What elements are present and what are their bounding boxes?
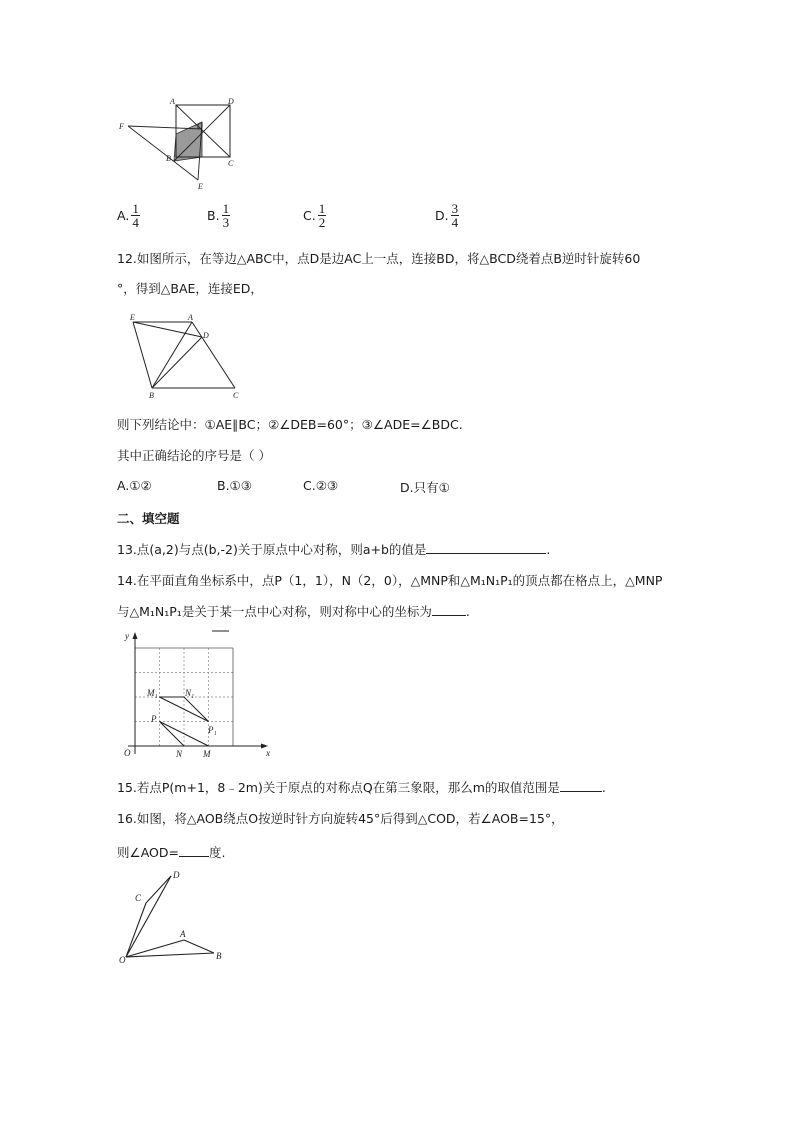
q12-label-b: B (149, 391, 154, 400)
q12-option-a[interactable]: A.①② (117, 478, 152, 493)
q13-line (117, 540, 550, 558)
q12-option-c[interactable]: C.②③ (303, 478, 339, 493)
q12-option-b[interactable]: B.①③ (217, 478, 252, 493)
q11-label-o: O (197, 122, 203, 131)
q12-figure (123, 312, 248, 400)
q14-stem-line1: 14.在平面直角坐标系中，点P（1，1），N（2，0），△MNP和△M₁N₁P₁的顶点都在格点上，△MNP (117, 573, 663, 588)
q14-label-p: P (151, 714, 157, 724)
q11-figure (110, 95, 250, 195)
q11-option-a-fraction (131, 202, 140, 229)
q11-option-b[interactable] (207, 202, 230, 229)
q11-label-c: C (228, 159, 234, 168)
q11-option-d-fraction (451, 202, 460, 229)
q11-option-a-den: 4 (132, 215, 139, 230)
q14-label-n: N (176, 749, 183, 759)
q11-option-d[interactable] (435, 202, 459, 229)
q16-label-d: D (173, 870, 180, 880)
q11-label-a: A (170, 97, 175, 106)
q12-stem-line1: 12.如图所示，在等边△ABC中，点D是边AC上一点，连接BD，将△BCD绕着点B逆时针旋转60 (117, 251, 641, 266)
q14-stem-text: 与△M₁N₁P₁是关于某一点中心对称，则对称中心的坐标为 (117, 604, 432, 619)
q11-option-c-den: 2 (318, 215, 326, 230)
q16-label-a: A (180, 929, 186, 939)
q14-answer-blank[interactable] (432, 615, 466, 616)
q15-end: . (601, 780, 606, 795)
q14-label-y: y (125, 631, 129, 641)
q12-label-c: C (233, 391, 239, 400)
q11-option-b-den: 3 (222, 215, 230, 230)
q13-text: 13.点(a,2)与点(b,-2)关于原点中心对称，则a+b的值是 (117, 542, 427, 557)
q16-stem-line1: 16.如图，将△AOB绕点O按逆时针方向旋转45°后得到△COD，若∠AOB=15°， (117, 811, 564, 826)
q16-stem-line2 (117, 843, 225, 861)
q16-label-o: O (119, 955, 126, 965)
q14-label-x: x (266, 748, 270, 758)
q14-label-m1: M₁ (147, 688, 158, 698)
q12-label-e: E (130, 313, 135, 322)
q11-option-b-fraction (222, 202, 231, 229)
q11-option-d-num: 3 (451, 201, 459, 216)
q11-option-a-num: 1 (132, 201, 139, 216)
q11-option-d-den: 4 (451, 215, 459, 230)
section-title-fill-in: 二、填空题 (117, 511, 180, 526)
q16-stem-post: 度. (208, 845, 226, 860)
q11-option-c-num: 1 (318, 201, 326, 216)
q11-option-c[interactable] (303, 202, 326, 229)
q16-answer-blank[interactable] (179, 856, 209, 857)
q11-label-d: D (228, 97, 234, 106)
q11-label-b: B (166, 154, 171, 163)
q15-text: 15.若点P(m+1，8﹣2m)关于原点的对称点Q在第三象限，那么m的取值范围是 (117, 780, 560, 795)
q12-stem-line2: °，得到△BAE，连接ED， (117, 281, 263, 296)
q16-label-c: C (135, 893, 142, 903)
q15-line (117, 778, 606, 796)
q12-label-a: A (188, 313, 193, 322)
q13-answer-blank[interactable] (426, 553, 546, 554)
q13-end: . (546, 542, 551, 557)
q15-answer-blank[interactable] (560, 791, 602, 792)
q11-option-d-letter: D. (435, 208, 449, 223)
q14-label-n1: N₁ (185, 688, 195, 698)
q16-figure (116, 864, 231, 966)
q14-end: . (465, 604, 470, 619)
q11-option-b-letter: B. (207, 208, 220, 223)
q16-stem-pre: 则∠AOD= (117, 845, 179, 860)
q11-label-f: F (119, 122, 124, 131)
q11-option-a[interactable] (117, 202, 140, 229)
q14-coordinate-figure (118, 626, 278, 761)
q11-option-c-fraction (318, 202, 327, 229)
q14-label-m: M (203, 749, 211, 759)
q11-label-e: E (198, 182, 203, 191)
q14-label-p1: P₁ (208, 725, 217, 735)
q11-option-a-letter: A. (117, 208, 130, 223)
q12-question: 其中正确结论的序号是（ ） (117, 448, 271, 463)
q12-label-d: D (203, 331, 209, 340)
q14-label-o: O (124, 748, 131, 758)
q12-conclusions: 则下列结论中：①AE∥BC；②∠DEB=60°；③∠ADE=∠BDC. (117, 417, 463, 432)
q14-stem-line2 (117, 602, 470, 620)
q16-label-b: B (216, 951, 222, 961)
q11-option-c-letter: C. (303, 208, 316, 223)
q12-option-d[interactable]: D.只有① (400, 480, 450, 495)
q11-option-b-num: 1 (222, 201, 230, 216)
